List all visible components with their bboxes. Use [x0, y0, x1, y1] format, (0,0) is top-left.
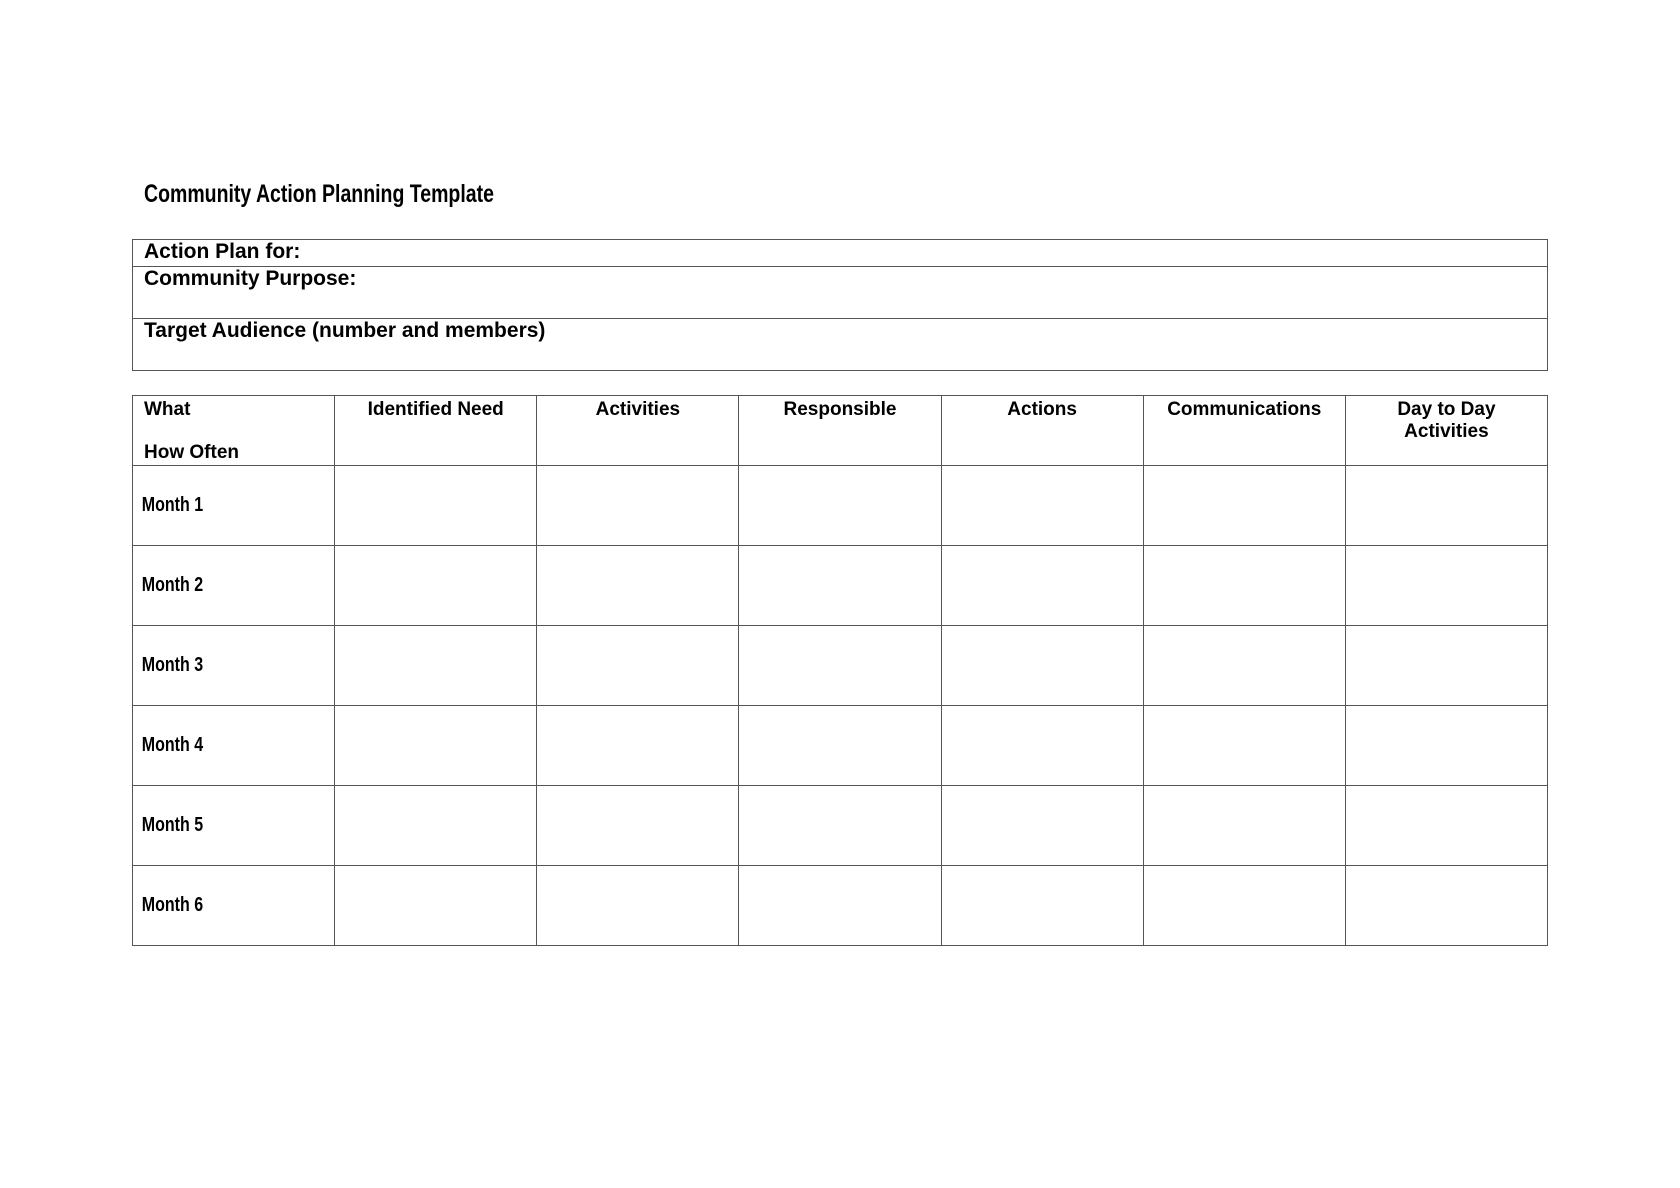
table-cell[interactable] — [941, 786, 1143, 866]
table-cell[interactable] — [335, 466, 537, 546]
document-title: Community Action Planning Template — [144, 180, 494, 208]
table-cell[interactable] — [739, 546, 941, 626]
table-cell[interactable] — [335, 546, 537, 626]
table-cell[interactable] — [335, 706, 537, 786]
table-cell[interactable] — [1143, 786, 1345, 866]
table-row — [133, 626, 1548, 706]
table-cell[interactable] — [1143, 706, 1345, 786]
month-cell — [133, 546, 335, 626]
table-row — [133, 546, 1548, 626]
table-cell[interactable] — [941, 466, 1143, 546]
what-header-label: What — [144, 399, 191, 420]
table-cell[interactable] — [941, 626, 1143, 706]
column-header — [1345, 396, 1547, 466]
table-cell[interactable] — [1143, 626, 1345, 706]
column-header: Identified Need — [335, 396, 537, 466]
month-cell — [133, 626, 335, 706]
month-cell — [133, 466, 335, 546]
month-label: Month 6 — [141, 894, 204, 916]
table-cell[interactable] — [335, 626, 537, 706]
month-cell — [133, 786, 335, 866]
table-row — [133, 866, 1548, 946]
month-label: Month 5 — [141, 814, 204, 836]
what-how-often-header — [133, 396, 335, 466]
plan-info-table — [132, 239, 1548, 371]
table-cell[interactable] — [537, 866, 739, 946]
table-cell[interactable] — [739, 626, 941, 706]
month-label: Month 1 — [141, 494, 204, 516]
column-header: Activities — [537, 396, 739, 466]
table-cell[interactable] — [1143, 866, 1345, 946]
table-cell[interactable] — [537, 786, 739, 866]
column-header-label: Day to Day Activities — [1397, 399, 1496, 442]
table-cell[interactable] — [1143, 466, 1345, 546]
table-cell[interactable] — [739, 866, 941, 946]
column-header: Actions — [941, 396, 1143, 466]
table-cell[interactable] — [335, 866, 537, 946]
month-label: Month 3 — [141, 654, 204, 676]
how-often-header-label: How Often — [144, 442, 239, 463]
table-row — [133, 706, 1548, 786]
grid-header-row — [133, 396, 1548, 466]
table-row — [133, 466, 1548, 546]
table-cell[interactable] — [1345, 546, 1547, 626]
community-purpose-row — [133, 267, 1548, 319]
community-purpose-field[interactable] — [133, 267, 1548, 319]
table-cell[interactable] — [1345, 786, 1547, 866]
action-plan-for-row — [133, 240, 1548, 267]
table-cell[interactable] — [739, 706, 941, 786]
target-audience-label: Target Audience (number and members) — [144, 319, 546, 342]
month-label: Month 2 — [141, 574, 204, 596]
table-row — [133, 786, 1548, 866]
target-audience-row — [133, 319, 1548, 371]
month-cell — [133, 866, 335, 946]
table-cell[interactable] — [1143, 546, 1345, 626]
table-cell[interactable] — [739, 466, 941, 546]
table-cell[interactable] — [1345, 706, 1547, 786]
action-plan-for-field[interactable] — [133, 240, 1548, 267]
table-cell[interactable] — [941, 706, 1143, 786]
target-audience-field[interactable] — [133, 319, 1548, 371]
table-cell[interactable] — [941, 546, 1143, 626]
community-purpose-label: Community Purpose: — [144, 267, 357, 290]
column-header: Communications — [1143, 396, 1345, 466]
table-cell[interactable] — [941, 866, 1143, 946]
table-cell[interactable] — [537, 466, 739, 546]
table-cell[interactable] — [537, 626, 739, 706]
month-label: Month 4 — [141, 734, 204, 756]
column-header: Responsible — [739, 396, 941, 466]
action-plan-grid — [132, 395, 1548, 946]
table-cell[interactable] — [537, 546, 739, 626]
month-cell — [133, 706, 335, 786]
table-cell[interactable] — [537, 706, 739, 786]
action-plan-for-label: Action Plan for: — [144, 240, 301, 263]
table-cell[interactable] — [1345, 626, 1547, 706]
table-cell[interactable] — [1345, 466, 1547, 546]
table-cell[interactable] — [739, 786, 941, 866]
table-cell[interactable] — [335, 786, 537, 866]
table-cell[interactable] — [1345, 866, 1547, 946]
